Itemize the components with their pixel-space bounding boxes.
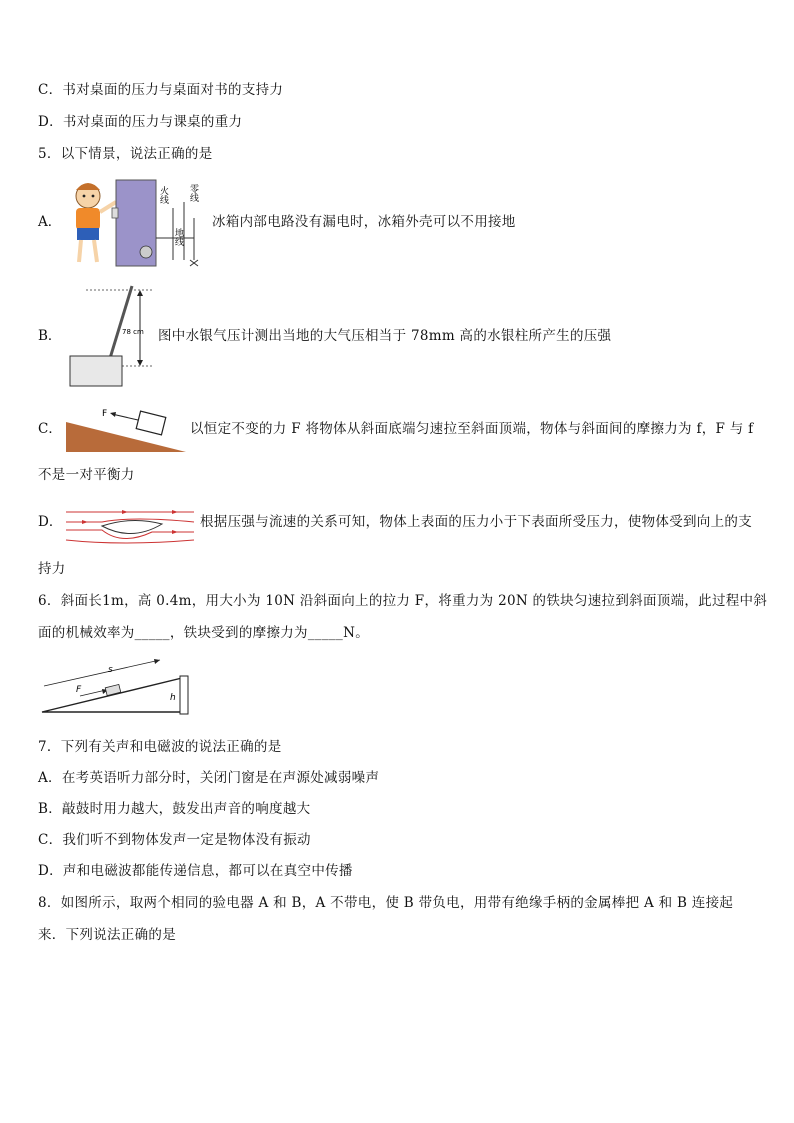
- q6-line-1: 6．斜面长1m，高 0.4m，用大小为 10N 沿斜面向上的拉力 F，将重力为 20N 的铁块匀速拉到斜面顶端，此过程中斜: [38, 593, 768, 609]
- height-label: h: [170, 693, 176, 703]
- height-label: 78 cm: [122, 328, 144, 336]
- fire-wire-label: 火线: [158, 186, 168, 204]
- q5-option-a-text: 冰箱内部电路没有漏电时，冰箱外壳可以不用接地: [212, 214, 516, 230]
- barometer-figure: [66, 282, 156, 390]
- q5-option-c-text-continued: 不是一对平衡力: [38, 467, 135, 483]
- q5-option-d-text-continued: 持力: [38, 561, 66, 577]
- q5-stem: 5．以下情景，说法正确的是: [38, 146, 213, 162]
- boy-figure: [76, 183, 116, 262]
- q8-line-2: 来．下列说法正确的是: [38, 927, 176, 943]
- q7-option-a: A．在考英语听力部分时，关闭门窗是在声源处减弱噪声: [38, 770, 380, 786]
- q4-option-c: C．书对桌面的压力与桌面对书的支持力: [38, 82, 284, 98]
- fridge-wiring-figure: [66, 178, 211, 268]
- q5-option-c-label: C．: [38, 421, 62, 437]
- q4-option-d: D．书对桌面的压力与课桌的重力: [38, 114, 243, 130]
- q6-incline-figure: [40, 656, 190, 720]
- q8-line-1: 8．如图所示，取两个相同的验电器 A 和 B，A 不带电，使 B 带负电，用带有绝缘手柄的金属棒把 A 和 B 连接起: [38, 895, 734, 911]
- q7-option-b: B．敲鼓时用力越大，鼓发出声音的响度越大: [38, 801, 311, 817]
- neutral-wire-label: 零线: [188, 184, 198, 202]
- q6-line-2: 面的机械效率为_____，铁块受到的摩擦力为_____N。: [38, 625, 370, 641]
- ground-wire-label: 地线: [173, 228, 183, 246]
- force-label: F: [102, 409, 108, 419]
- q7-stem: 7．下列有关声和电磁波的说法正确的是: [38, 739, 282, 755]
- q5-option-d-text: 根据压强与流速的关系可知，物体上表面的压力小于下表面所受压力，使物体受到向上的支: [200, 514, 752, 530]
- q5-option-b-label: B．: [38, 328, 62, 344]
- q5-option-c-text: 以恒定不变的力 F 将物体从斜面底端匀速拉至斜面顶端，物体与斜面间的摩擦力为 f，F 与 f: [190, 421, 754, 437]
- airflow-figure: [62, 502, 198, 548]
- q7-option-d: D．声和电磁波都能传递信息，都可以在真空中传播: [38, 863, 353, 879]
- slope-length-label: s: [108, 665, 113, 675]
- pull-force-label: F: [76, 685, 82, 695]
- q5-option-b-text: 图中水银气压计测出当地的大气压相当于 78mm 高的水银柱所产生的压强: [158, 328, 612, 344]
- q5-option-d-label: D．: [38, 514, 63, 530]
- q5-option-a-label: A．: [38, 214, 62, 230]
- q7-option-c: C．我们听不到物体发声一定是物体没有振动: [38, 832, 311, 848]
- incline-figure: [66, 406, 188, 454]
